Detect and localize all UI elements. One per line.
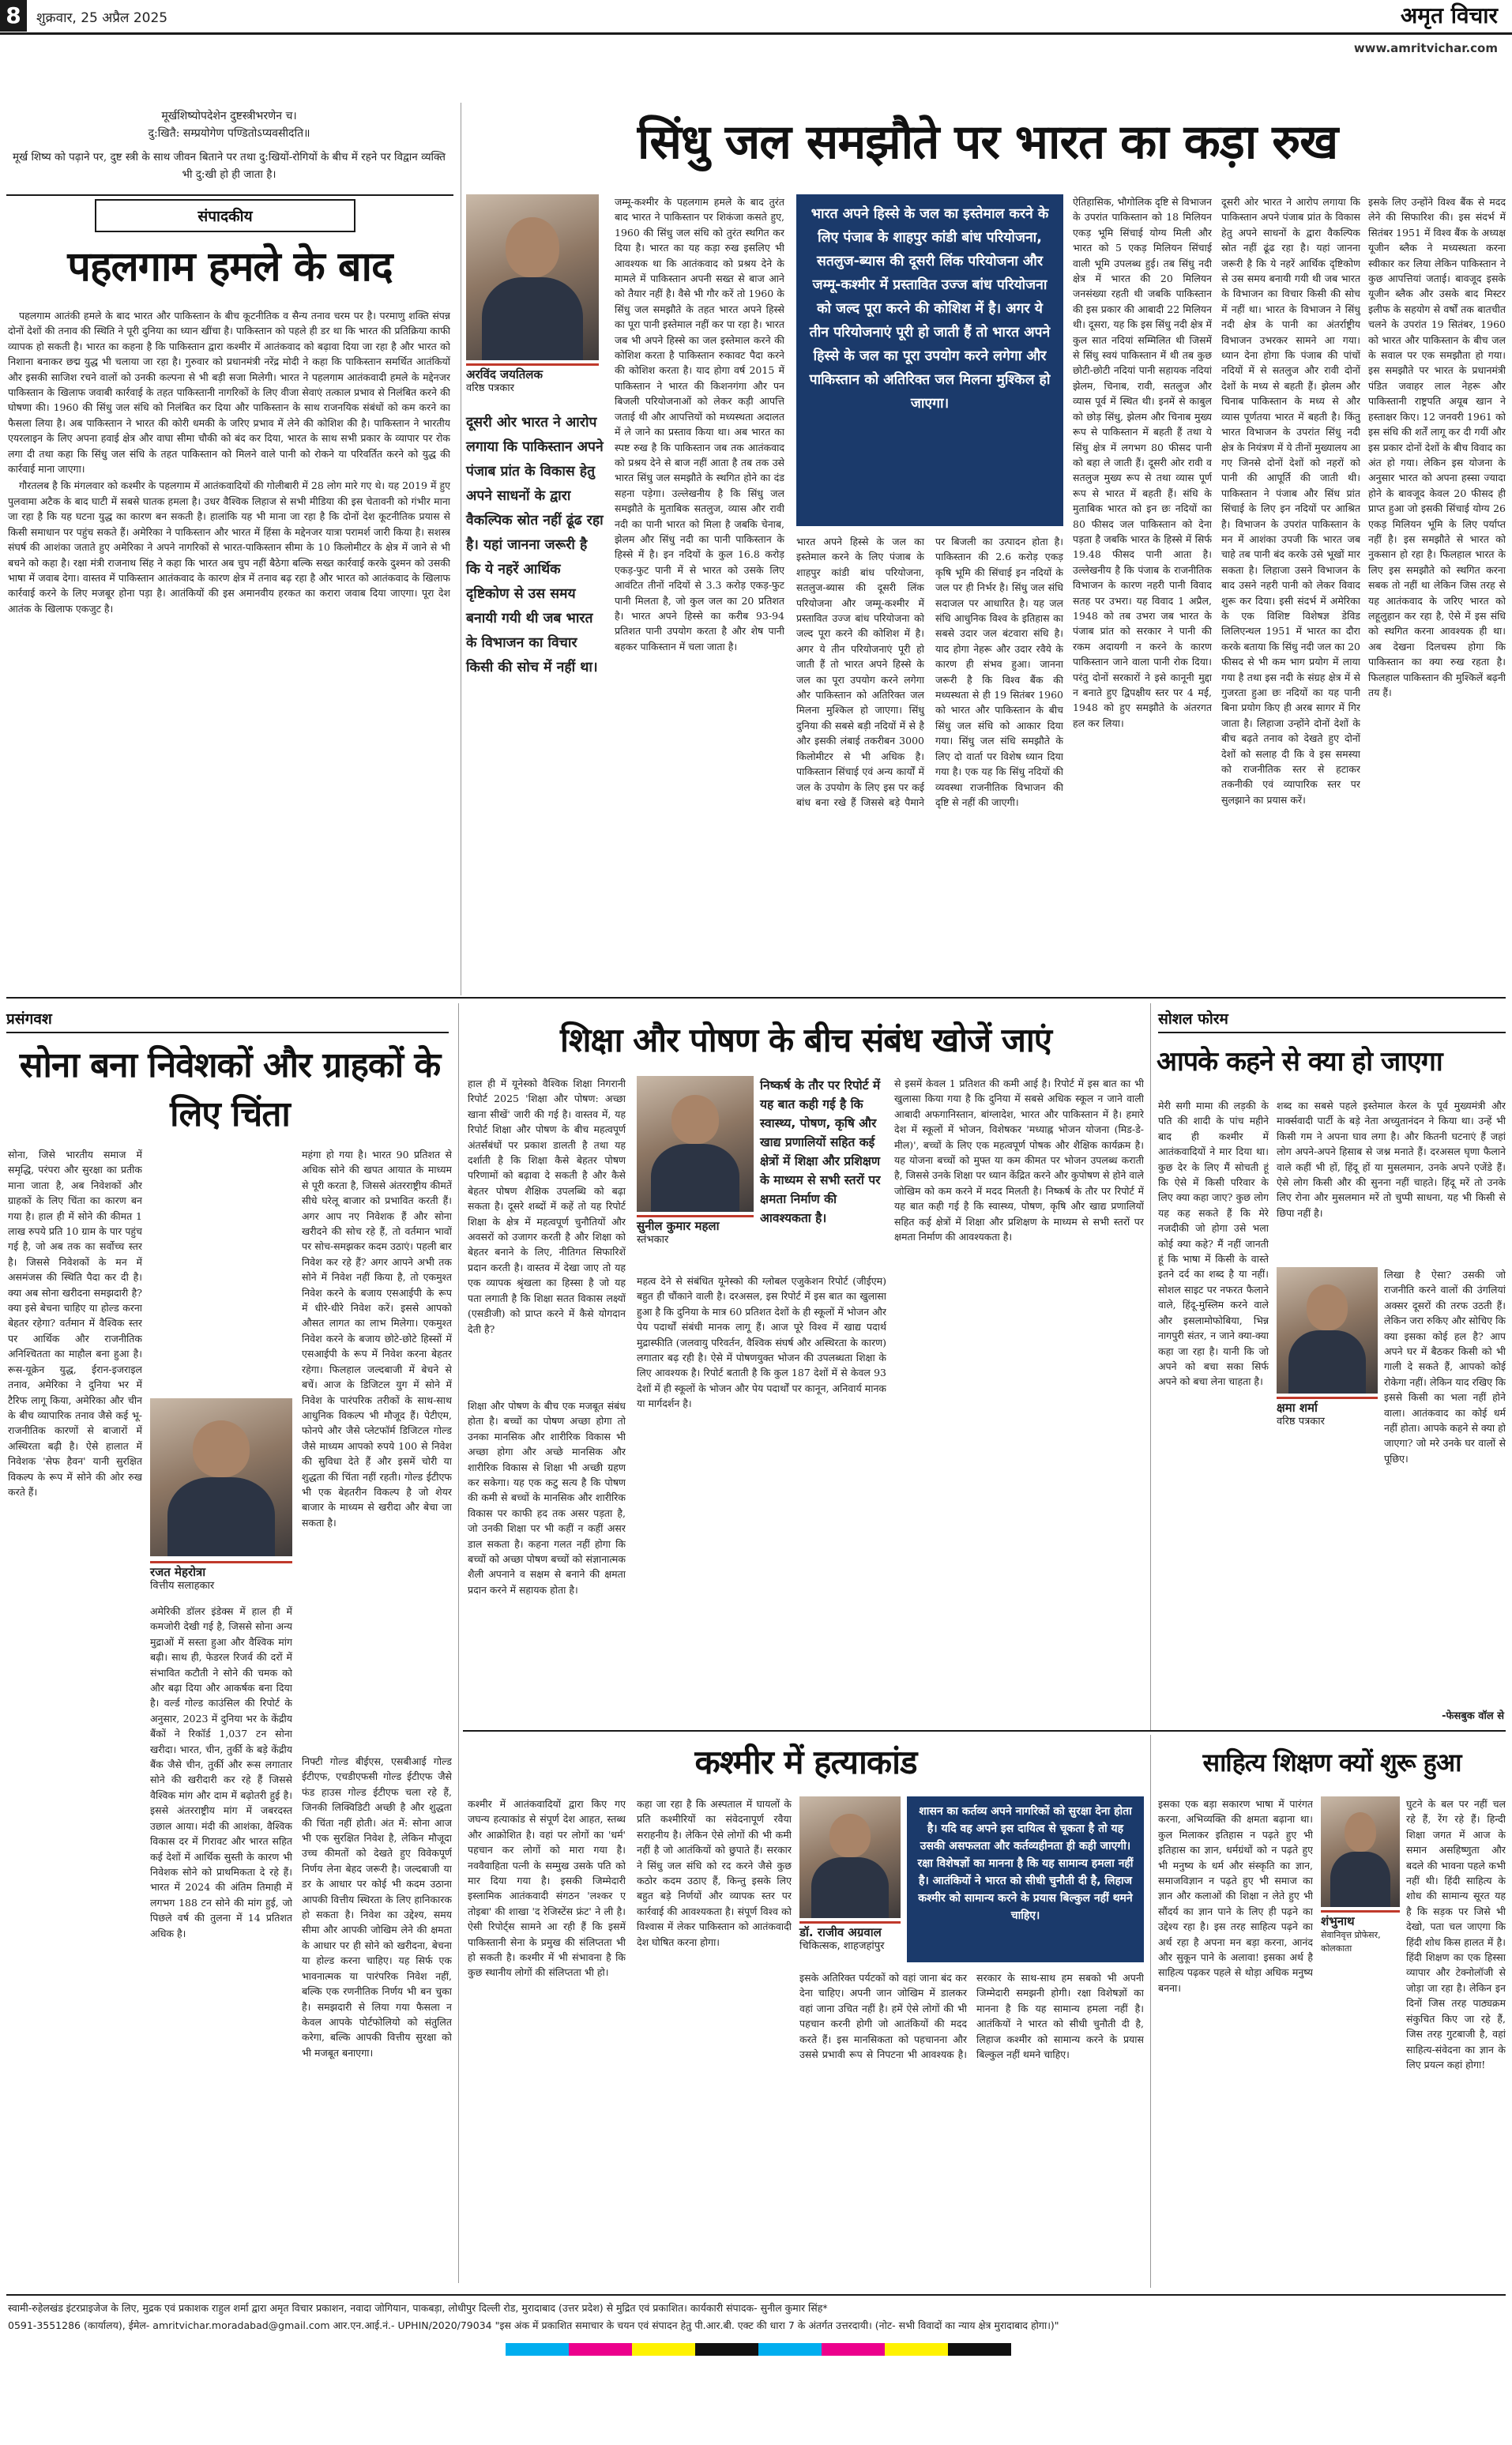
author-title: वरिष्ठ पत्रकार xyxy=(1277,1416,1325,1428)
lead-column-3: ऐतिहासिक, भौगोलिक दृष्टि से विभाजन के उपरांत पाकिस्तान को 18 मिलियन एकड़ भूमि सिंचाई योग्य मिली और भारत को 5 एकड़ मिलियन सिंचाई वाली भूमि उपलब्ध हुई। तब सिंधु नदी क्षेत्र में भारत की 20 मिलियन जनसंख्या रहती थी जबकि पाकिस्तान की इस प्रकार की आबादी 22 मिलियन थी। दूसरा, यह कि इस सिंधु नदी क्षेत्र में कुल सात नदियां सम्मिलित थी जिसमें से सिंधु स्वयं पाकिस्तान में थी तब कुछ छोटी-छोटी नदियां पानी सहायक नदियां झेलम, चिनाब, रावी, सतलुज और व्यास पूर्व में स्थित थी। इनमें से काबुल को छोड़ सिंधु, झेलम और चिनाब मुख्य रूप से पाकिस्तान में बहती हैं तथा ये सिंधु क्षेत्र में लगभग 80 फीसद पानी को बहा ले जाती हैं। दूसरी ओर रावी व सतलुज मुख्य रूप से तथा व्यास पूर्ण रूप से भारत में बहती हैं। संधि के मुताबिक भारत को इन छः नदियों का 80 फीसद जल पाकिस्तान को देना पड़ता है जबकि भारत के हिस्से में सिर्फ 19.48 फीसद पानी आता है। उल्लेखनीय है कि पंजाब के राजनीतिक विभाजन के कारण नहरी पानी विवाद सतह पर उभरा। यह विवाद 1 अप्रैल, 1948 को तब उभरा जब भारत के पंजाब प्रांत को सरकार ने पानी की रकम अदायगी न करने के कारण पाकिस्तान जाने वाला पानी रोक दिया। परंतु दोनों सरकारों ने इसे कानूनी मुद्दा न बनाते हुए द्विपक्षीय स्तर पर 4 मई, 1948 को हुए समझौते के अंतरगत हल कर लिया। xyxy=(1073,196,1212,729)
education-column-4: से इसमें केवल 1 प्रतिशत की कमी आई है। रिपोर्ट में इस बात का भी खुलासा किया गया है कि दुनिया में सबसे अधिक स्कूल न जाने वाली आबादी अफगानिस्तान, बांग्लादेश, भारत और पाकिस्तान में है। हमारे देश में स्कूलों में भोजन, विशेषकर 'मध्याह्न भोजन योजना (मिड-डे-मील)', बच्चों के लिए एक महत्वपूर्ण पोषक और शैक्षिक कार्यक्रम है। यह योजना बच्चों को मुफ्त या कम कीमत पर भोजन उपलब्ध कराती है, जिससे उनके शिक्षा पर ध्यान केंद्रित करने और कुपोषण से होने वाले जोखिम को कम करने में मदद मिलती है। निष्कर्ष के तौर पर रिपोर्ट में यह बात कही गई है कि स्वास्थ्य, पोषण, कृषि और खाद्य प्रणालियों सहित कई क्षेत्रों में शिक्षा और प्रशिक्षण के माध्यम से सभी स्तरों पर क्षमता निर्माण की आवश्यकता है। xyxy=(894,1078,1144,1243)
author-name: सुनील कुमार महला xyxy=(637,1219,720,1233)
footer-contact: 0591-3551286 (कार्यालय), ईमेल- amritvichar.moradabad@gmail.com आर.एन.आई.नं.- UPHIN/2020/79034 "इस अंक में प्रकाशित समाचार के चयन एवं संपादन हेतु पी.आर.बी. एक्ट की धारा 7 के अंतर्गत उत्तरदायी। (नोट- सभी विवादों का न्याय क्षेत्र मुरादाबाद होगा।)" xyxy=(8,2319,1059,2331)
author-title: वित्तीय सलाहकार xyxy=(150,1580,215,1592)
social-headline: आपके कहने से क्या हो जाएगा xyxy=(1157,1046,1442,1078)
editorial-paragraph: पहलगाम आतंकी हमले के बाद भारत और पाकिस्तान के बीच कूटनीतिक व सैन्य तनाव चरम पर है। परमाणु शक्ति संपन्न दोनों देशों की तनाव की स्थिति ने पूरी दुनिया का ध्यान खींचा है। पाकिस्तान को पहले ही डर था कि भारत की प्रतिक्रिया काफी व्यापक हो सकती है। भारत का कहना है कि पाकिस्तान द्वारा कश्मीर में आतंकवाद को बढ़ावा दिया जा रहा है और भारत को निशाना बनाकर छद्म युद्ध भी चलाया जा रहा है। गुरुवार को प्रधानमंत्री नरेंद्र मोदी ने कहा कि पाकिस्तान समर्थित आतंकियों और इसकी साजिश रचने वालों को उनकी कल्पना से भी बड़ी सजा मिलेगी। भारत ने पहलगाम आतंकवादी हमले के मद्देनजर पाकिस्तान के खिलाफ जवाबी कार्रवाई के तहत पाकिस्तानी नागरिकों के लिए वीजा सेवाएं तत्काल प्रभाव से निलंबित करने की घोषणा की। 1960 की सिंधु जल संधि को निलंबित कर दिया और पाकिस्तान के साथ राजनयिक संबंधों को कम करने का फैसला लिया है। अब पाकिस्तान ने भारत की कोरी धमकी के जरिए प्रभाव में लेने की कोशिश की है। पाकिस्तान ने भारतीय एयरलाइन के लिए अपना हवाई क्षेत्र और वाघा सीमा चौकी को बंद कर दिया, भारत के साथ सभी प्रकार के व्यापार पर रोक लगा दी तथा कहा कि सिंधु जल संधि के तहत पाकिस्तान को मिलने वाले पानी को रोकने या परिवर्तित करने को युद्ध की कार्रवाई माना जाएगा। xyxy=(8,310,450,476)
literature-column-2: घुटने के बल पर नहीं चल रहे हैं, रेंग रहे हैं। हिन्दी शिक्षा जगत में आज के समान असहिष्णुता और बदले की भावना पहले कभी नहीं थी। हिंदी साहित्य के शोध की सामान्य सूरत यह है कि सड़क पर जिसे भी देखो, पता चल जाएगा कि हिंदी शोध किस हालत में है। हिंदी शिक्षण का एक हिस्सा व्यापार और टेक्नोलॉजी से जोड़ा जा रहा है। लेकिन इन दिनों जिस तरह पाठ्यक्रम संकुचित किए जा रहे हैं, जिस तरह गुटबाजी है, वहां साहित्य-संवेदना का ज्ञान के लिए प्रयत्न कहां होगा! xyxy=(1406,1798,1506,2071)
author-photo xyxy=(150,1398,292,1556)
author-photo xyxy=(1277,1267,1378,1394)
issue-date: शुक्रवार, 25 अप्रैल 2025 xyxy=(36,10,168,26)
lead-headline: सिंधु जल समझौते पर भारत का कड़ा रुख xyxy=(637,115,1338,170)
lead-column-5: इसके लिए उन्होंने विश्व बैंक से मदद लेने की सिफारिश की। इस संदर्भ में सितंबर 1951 में विश्व बैंक के अध्यक्ष यूजीन ब्लैक ने मध्यस्थता करना स्वीकार कर लिया लेकिन पाकिस्तान ने कुछ आपत्तियां जताई। बावजूद इसके यूजीन ब्लैक और उसके बाद मिस्टर इलीफ के सहयोग से वर्षों तक बातचीत चलने के उपरांत 19 सितंबर, 1960 को भारत और पाकिस्तान के बीच जल के सवाल पर एक समझौता हो गया। इस समझौते पर भारत के प्रधानमंत्री पंडित जवाहर लाल नेहरू और पाकिस्तानी राष्ट्रपति अयूब खान ने हस्ताक्षर किए। 12 जनवरी 1961 को इस संधि की शर्तें लागू कर दी गयीं और इस प्रकार दोनों देशों के बीच विवाद का अंत हो गया। लेकिन इस योजना के अनुसार भारत को अपना हस्सा ज्यादा होने के बावजूद केवल 20 फीसद ही प्राप्त हुआ जो इसकी सिंचाई योग्य 26 एकड़ मिलियन भूमि के लिए पर्याप्त नहीं है। इस समझौते से भारत को नुकसान हो रहा है। फिलहाल भारत के लिए इस समझौते को स्थगित करना सबक तो नहीं था लेकिन जिस तरह से यह आतंकवाद के जरिए भारत को लहूलुहान कर रहा है, ऐसे में इस संधि को स्थगित करना आवश्यक ही था। अब देखना दिलचस्प होगा कि पाकिस्तान का क्या रुख रहता है। फिलहाल पाकिस्तान की मुश्किलें बढ़नी तय हैं। xyxy=(1368,196,1506,698)
section-label-editorial: संपादकीय xyxy=(95,199,355,232)
editorial-headline: पहलगाम हमले के बाद xyxy=(67,243,393,291)
author-photo xyxy=(1321,1796,1400,1907)
author-name: रजत मेहरोत्रा xyxy=(150,1565,206,1579)
author-byline xyxy=(1321,1910,1400,1955)
education-column-1: हाल ही में यूनेस्को वैश्विक शिक्षा निगरानी रिपोर्ट 2025 'शिक्षा और पोषण: अच्छा खाना सीखें' जारी की गई है। वास्तव में, यह रिपोर्ट शिक्षा और पोषण के बीच महत्वपूर्ण अंतर्संबंधों पर प्रकाश डालती है तथा यह दर्शाती है कि शिक्षा कैसे बेहतर पोषण परिणामों को बढ़ावा दे सकती है और कैसे बेहतर पोषण शैक्षिक उपलब्धि को बढ़ा सकता है। दूसरे शब्दों में कहें तो यह रिपोर्ट शिक्षा के क्षेत्र में महत्वपूर्ण चुनौतियों और अवसरों को उजागर करती है और शिक्षा को बेहतर बनाने के लिए, नीतिगत सिफारिशें प्रदान करती है। वास्तव में देखा जाए तो यह एक व्यापक श्रृंखला का हिस्सा है जो यह पता लगाती है कि शिक्षा सतत विकास लक्ष्यों (एसडीजी) को प्राप्त करने में कैसे योगदान देती है? xyxy=(468,1078,626,1335)
education-headline: शिक्षा और पोषण के बीच संबंध खोजें जाएं xyxy=(560,1021,1051,1059)
gold-column-2: अमेरिकी डॉलर इंडेक्स में हाल ही में कमजोरी देखी गई है, जिससे सोना अन्य मुद्राओं में सस्ता हुआ और वैश्विक मांग बढ़ी। साथ ही, फेडरल रिजर्व की दरों में संभावित कटौती ने सोने की चमक को और बढ़ा दिया और आकर्षक बना दिया है। वर्ल्ड गोल्ड काउंसिल की रिपोर्ट के अनुसार, 2023 में दुनिया भर के केंद्रीय बैंकों ने रिकॉर्ड 1,037 टन सोना खरीदा। भारत, चीन, तुर्की के बड़े केंद्रीय बैंक जैसे चीन, तुर्की और रूस लगातार सोने की खरीदारी कर रहे हैं जिससे वैश्विक मांग और दाम में बढ़ोतरी हुई है। इससे अंतरराष्ट्रीय मांग में जबरदस्त उछाल आया। मंदी की आशंका, वैश्विक विकास दर में गिरावट और भारत सहित कई देशों में आर्थिक सुस्ती के कारण भी निवेशक सोने को प्राथमिकता दे रहे हैं। भारत में 2024 की अंतिम तिमाही में लगभग 188 टन सोने की मांग हुई, जो पिछले वर्ष की तुलना में 14 प्रतिशत अधिक है। xyxy=(150,1605,292,1939)
page-number: 8 xyxy=(0,0,27,32)
column-divider xyxy=(1150,1003,1151,1730)
social-column-1: मेरी सगी मामा की लड़की के पति की शादी के पांच महीने बाद ही कश्मीर में आतंकवादियों ने मार दिया था। कुछ देर के लिए मैं सोचती हूं कि ऐसे में किसी परिवार के लिए क्या कहा जाए? कुछ लोग यह कह सकते हैं कि मेरे नजदीकी जो होगा उसे भला कोई क्या कहे? मैं नहीं जानती हूं कि भाषा में किसी के वास्ते इतने दर्द का शब्द है या नहीं। सोशल साइट पर नफरत फैलाने वाले, हिंदू-मुस्लिम करने वाले और इसलामोफोबिया, भिन्न नागपुरी संतर, न जाने क्या-क्या कहा जा रहा है। यानी कि जो अपने को बचा सका सिर्फ अपने को बचा लेना चाहता है। xyxy=(1158,1100,1269,1388)
author-byline xyxy=(150,1561,292,1593)
lead-column-2: भारत अपने हिस्से के जल का इस्तेमाल करने के लिए पंजाब के शाहपुर कांडी बांध परियोजना, सतलुज-ब्यास की दूसरी लिंक परियोजना और जम्मू-कश्मीर में प्रस्तावित उज्ज बांध परियोजना को जल्द पूरा करने की कोशिश में है। अगर ये तीन परियोजनाएं पूरी हो जाती हैं तो भारत अपने हिस्से के जल का पूरा उपयोग करने लगेगा और पाकिस्तान को अतिरिक्त जल मिलना मुश्किल हो जाएगा। सिंधु दुनिया की सबसे बड़ी नदियों में से है और इसकी लंबाई तकरीबन 3000 किलोमीटर से भी अधिक है। पाकिस्तान सिंचाई एवं अन्य कार्यों में जल के उपयोग के लिए इस पर कई बांध बना रखे हैं जिससे बड़े पैमाने पर बिजली का उत्पादन होता है। पाकिस्तान की 2.6 करोड़ एकड़ कृषि भूमि की सिंचाई इन नदियों के जल पर ही निर्भर है। सिंधु जल संधि सदाजल पर आधारित है। यह जल संधि आधुनिक विश्व के इतिहास का सबसे उदार जल बंटवारा संधि है। याद होगा नेहरू और उदार रवैये के कारण ही संभव हुआ। जानना जरूरी है कि विश्व बैंक की मध्यस्थता से ही 19 सितंबर 1960 को भारत और पाकिस्तान के बीच सिंधु जल संधि को आकार दिया गया। सिंधु जल संधि समझौते के लिए दो वार्ता पर विशेष ध्यान दिया गया है। एक यह कि सिंधु नदियों की व्यवस्था राजनीतिक विभाजन की दृष्टि से नहीं की जाएगी। xyxy=(796,536,1063,808)
editorial-paragraph: गौरतलब है कि मंगलवार को कश्मीर के पहलगाम में आतंकवादियों की गोलीबारी में 28 लोग मारे गए थे। यह 2019 में हुए पुलवामा अटैक के बाद घाटी में सबसे घातक हमला है। उधर वैश्विक लिहाज से सभी मीडिया की इस चेतावनी को गंभीर माना जा रहा है कि यह घटना युद्ध का कारण बन सकती है। हालांकि यह भी माना जा रहा है कि दोनों देश कूटनीतिक प्रयास से किसी समाधान पर पहुंच सकते हैं। अमेरिका ने पाकिस्तान और भारत में हिंसा के मद्देनजर यात्रा परामर्श जारी किया है। सशस्त्र संघर्ष की आशंका जताते हुए अमेरिका ने अपने नागरिकों से भारत-पाकिस्तान सीमा के 10 किलोमीटर के क्षेत्र में जाने से भी बचने को कहा है। रक्षा मंत्री राजनाथ सिंह ने कहा कि भारत अब चुप नहीं बैठेगा बल्कि सख्त कार्रवाई करके दुश्मन को उसकी भाषा में जवाब देगा। वास्तव में पाकिस्तान आतंकवाद के कारण क्षेत्र में तनाव बढ़ रहा है और भारत को आतंकवाद के खिलाफ कार्रवाई करने के लिए मजबूर होना पड़ा है। आतंकियों की इस अमानवीय हरकत का करारा जवाब दिया जाएगा। पूरा देश आतंक के खिलाफ एकजुट है। xyxy=(8,480,450,615)
kashmir-headline: कश्मीर में हत्याकांड xyxy=(694,1743,917,1781)
column-divider xyxy=(1150,1735,1151,2288)
kashmir-column-1: कश्मीर में आतंकवादियों द्वारा किए गए जघन्य हत्याकांड से संपूर्ण देश आहत, स्तब्ध और आक्रोशित है। वहां पर लोगों का 'धर्म' पहचान कर लोगों को मारा गया है। नववैवाहिता पत्नी के सम्मुख उसके पति को मार दिया गया है। इसकी जिम्मेदारी इस्लामिक आतंकवादी संगठन 'लश्कर ए तोइबा' की शाखा 'द रेजिस्टेंस फ्रंट' ने ली है। ऐसी रिपोर्ट्स सामने आ रही हैं कि इसमें पाकिस्तानी सेना के प्रमुख की संलिप्तता भी हो सकती है। कश्मीर में भी संभावना है कि कुछ स्थानीय लोगों की संलिप्तता भी हो। xyxy=(468,1798,626,1979)
author-photo xyxy=(466,194,599,360)
social-column-3: लिखा है ऐसा? उसकी जो राजनीति करने वालों की उंगलियां अक्सर दूसरों की तरफ उठती हैं। लेकिन जरा रुकिए और सोचिए कि क्या इसका कोई हल है? आप अपने घर में बैठकर किसी को भी गाली दे सकते हैं, आपको कोई रोकेगा नहीं। लेकिन याद रखिए कि इससे किसी का भला नहीं होने वाला। आतंकवाद का कोई धर्म नहीं होता। आपके कहने से क्या हो जाएगा? जो मरे उनके घर वालों से पूछिए। xyxy=(1384,1269,1506,1465)
literature-column-1: इसका एक बड़ा सकारण भाषा में पारंगत करना, अभिव्यक्ति की क्षमता बढ़ाना था। कुल मिलाकर इतिहास न पढ़ते हुए भी इतिहास का ज्ञान, धर्मग्रंथों को न पढ़ते हुए भी मनुष्य के धर्म और संस्कृति का ज्ञान, समाजविज्ञान न पढ़ते हुए भी समाज का ज्ञान और कलाओं की शिक्षा न लेते हुए भी सौंदर्य का ज्ञान पाने के लिए ही पढ़ने का उद्देश्य रहा है। इस तरह साहित्य पढ़ने का अर्थ रहा है अपना मन बड़ा करना, आनंद और सुकून पाने के अलावा! इसका अर्थ है साहित्य पढ़कर पहले से थोड़ा अधिक मनुष्य बनना। xyxy=(1158,1798,1313,1994)
gold-column-4: निफ्टी गोल्ड बीईएस, एसबीआई गोल्ड ईटीएफ, एचडीएफसी गोल्ड ईटीएफ जैसे फंड हाउस गोल्ड ईटीएफ चला रहे हैं, जिनकी लिक्विडिटी अच्छी है और शुद्धता की चिंता नहीं होती। अंत में: सोना आज भी एक सुरक्षित निवेश है, लेकिन मौजूदा उच्च कीमतों को देखते हुए विवेकपूर्ण निर्णय लेना बेहद जरूरी है। जल्दबाजी या डर के आधार पर कोई भी कदम उठाना आपकी वित्तीय स्थिरता के लिए हानिकारक हो सकता है। निवेश का उद्देश्य, समय सीमा और आपकी जोखिम लेने की क्षमता के आधार पर ही सोने को खरीदना, बेचना या होल्ड करना चाहिए। यह सिर्फ एक भावनात्मक या पारंपरिक निवेश नहीं, बल्कि एक रणनीतिक निर्णय भी बन चुका है। समझदारी से लिया गया फैसला न केवल आपके पोर्टफोलियो को संतुलित करेगा, बल्कि आपकी वित्तीय सुरक्षा को भी मजबूत बनाएगा। xyxy=(302,1755,452,2059)
author-title: स्तंभकार xyxy=(637,1234,669,1246)
divider xyxy=(6,2294,1506,2296)
author-name: डॉ. राजीव अग्रवाल xyxy=(799,1925,882,1939)
highlight-box: शासन का कर्तव्य अपने नागरिकों को सुरक्षा देना होता है। यदि वह अपने इस दायित्व से चूकता है तो यह उसकी असफलता और कर्तव्यहीनता ही कही जाएगी। रक्षा विशेषज्ञों का मानना है कि यह सामान्य हमला नहीं है। आतंकियों ने भारत को सीधी चुनौती दी है, लिहाज कश्मीर को सामान्य करने के प्रयास बिल्कुल नहीं थमने चाहिए। xyxy=(907,1796,1144,1962)
section-label-prasangvash: प्रसंगवश xyxy=(6,1008,449,1033)
verse-meaning: मूर्ख शिष्य को पढ़ाने पर, दुष्ट स्त्री के साथ जीवन बिताने पर तथा दु:खियों-रोगियों के बीच में रहने पर विद्वान व्यक्ति भी दु:खी हो ही जाता है। xyxy=(13,151,446,181)
social-column-2: शब्द का सबसे पहले इस्तेमाल केरल के पूर्व मुख्यमंत्री और मार्क्सवादी पार्टी के बड़े नेता अच्युतानंदन ने किया था। उन्हें भी किसी गम ने अपना घाव लगा है। और कितनी घटनाएं हैं जहां लोग अपने-अपने हिसाब से जश्न मनाते हैं। दरअसल घृणा फैलाने वाले कहीं भी हों, हिंदू हों या मुसलमान, उनके अपने एजेंडे हैं। ऐसे लोग किसी और की सुनना नहीं चाहते। हिंदू मरें तो उनके लिए रोना और मुसलमान मरें तो चुप्पी साधना, यह भी किसी से छिपा नहीं है। xyxy=(1277,1100,1506,1219)
color-registration-bar xyxy=(506,2343,1011,2356)
author-name: शंभुनाथ xyxy=(1321,1914,1355,1928)
lead-column-1: जम्मू-कश्मीर के पहलगाम हमले के बाद तुरंत बाद भारत ने पाकिस्तान पर शिकंजा कसते हुए, 1960 की सिंधु जल संधि को तुरंत स्थगित कर दिया है। भारत का यह कड़ा रुख इसलिए भी आवश्यक था कि आतंकवाद को प्रश्रय देने के मामले में पाकिस्तान अपनी सख्त से बाज आने को तैयार नहीं है। वैसे भी गौर करें तो 1960 के सिंधु जल समझौते के तहत भारत अपने हिस्से का पूरा पानी इस्तेमाल नहीं कर पा रहा है। भारत जब भी अपने हिस्से का जल इस्तेमाल करने की कोशिश करता है पाकिस्तान रुकावट पैदा करने की कोशिश करता है। याद होगा वर्ष 2015 में पाकिस्तान ने भारत की किशनगंगा और पन बिजली परियोजनाओं को लेकर कड़ी आपत्ति जताई थी और आपत्तियों को मध्यस्थता अदालत में ले जाने का प्रस्ताव किया था। अब भारत का स्पष्ट रुख है कि पाकिस्तान जब तक आतंकवाद को प्रश्रय देने से बाज नहीं आता है तब तक उसे भारत सिंधु जल समझौते के स्थगित होने का दंड सहना पड़ेगा। उल्लेखनीय है कि सिंधु जल समझौते के मुताबिक सतलुज, व्यास और रावी नदी का पानी भारत को मिला है जबकि चेनाब, झेलम और सिंधु नदी का पानी पाकिस्तान के हिस्से में है। इन नदियों के कुल 16.8 करोड़ एकड़-फुट पानी में से भारत को उसके लिए आवंटित तीनों नदियों से 3.3 करोड़ एकड़-फुट पानी मिलता है, जो कुल जल का 20 प्रतिशत है। भारत अपने हिस्से का करीब 93-94 प्रतिशत पानी उपयोग करता है और शेष पानी बहकर पाकिस्तान में चला जाता है। xyxy=(615,196,784,653)
masthead xyxy=(0,0,1512,35)
gold-column-3: महंगा हो गया है। भारत 90 प्रतिशत से अधिक सोने की खपत आयात के माध्यम से पूरी करता है, जिससे अंतरराष्ट्रीय कीमतें सीधे घरेलू बाजार को प्रभावित करती हैं। अगर आप नए निवेशक हैं और सोना खरीदने की सोच रहे हैं, तो वर्तमान भावों पर सोच-समझकर कदम उठाएं। पहली बार निवेश कर रहे हैं? अगर आपने अभी तक सोने में निवेश नहीं किया है, तो एकमुश्त निवेश करने के बजाय एसआईपी के रूप में धीरे-धीरे निवेश करें। इससे आपको औसत लागत का लाभ मिलेगा। एकमुश्त निवेश करने के बजाय छोटे-छोटे हिस्सों में एसआईपी के रूप में निवेश करना बेहतर रहेगा। फिलहाल जल्दबाजी में बेचने से बचें। आज के डिजिटल युग में सोने में निवेश के पारंपरिक तरीकों के साथ-साथ आधुनिक विकल्प भी मौजूद हैं। पेटीएम, फोनपे और जैसे प्लेटफॉर्म डिजिटल गोल्ड जैसे माध्यम आपको रुपये 100 से निवेश की सुविधा देते हैं और इसमें चोरी या शुद्धता की चिंता नहीं रहती। गोल्ड ईटीएफ भी एक बेहतरीन विकल्प है जो शेयर बाजार के माध्यम से खरीदा और बेचा जा सकता है। xyxy=(302,1149,452,1529)
pull-quote: निष्कर्ष के तौर पर रिपोर्ट में यह बात कही गई है कि स्वास्थ्य, पोषण, कृषि और खाद्य प्रणालियों सहित कई क्षेत्रों में शिक्षा और प्रशिक्षण के माध्यम से सभी स्तरों पर क्षमता निर्माण की आवश्यकता है। xyxy=(760,1078,881,1225)
footer-imprint: स्वामी-रुहेलखंड इंटरप्राइजेज के लिए, मुद्रक एवं प्रकाशक राहुल शर्मा द्वारा अमृत विचार प्रकाशन, नवादा जोगियान, पाकबड़ा, लोधीपुर दिल्ली रोड, मुरादाबाद (उत्तर प्रदेश) से मुद्रित एवं प्रकाशित। कार्यकारी संपादक- सुनील कुमार सिंह* xyxy=(8,2302,828,2314)
author-photo xyxy=(799,1796,901,1918)
divider xyxy=(6,194,453,196)
sanskrit-verse: मूर्खशिष्योपदेशेन दुष्टस्त्रीभरणेन च। दु:खितै: सम्प्रयोगेण पण्डितोऽप्यवसीदति॥ xyxy=(148,110,310,140)
column-divider xyxy=(458,1003,459,2283)
author-title: वरिष्ठ पत्रकार xyxy=(466,382,514,394)
author-title: चिकित्सक, शाहजहांपुर xyxy=(799,1940,885,1952)
social-source: -फेसबुक वॉल से xyxy=(1442,1710,1504,1722)
section-label-social-forum: सोशल फोरम xyxy=(1158,1008,1506,1033)
gold-column-1: सोना, जिसे भारतीय समाज में समृद्धि, परंपरा और सुरक्षा का प्रतीक माना जाता है, अब निवेशकों और ग्राहकों के लिए चिंता का कारण बन गया है। हाल ही में सोने की कीमत 1 लाख रुपये प्रति 10 ग्राम के पार पहुंच गई है, जो अब तक का सर्वोच्च स्तर है। जिससे निवेशकों के मन में असमंजस की स्थिति पैदा कर दी है। क्या अब सोना खरीदना समझदारी है? क्या इसे बेचना चाहिए या होल्ड करना बेहतर रहेगा? वर्तमान में वैश्विक स्तर पर आर्थिक और राजनीतिक अनिश्चितता का माहौल बना हुआ है। रूस-यूक्रेन युद्ध, ईरान-इजराइल तनाव, अमेरिका ने दुनिया भर में टैरिफ लागू किया, अमेरिका और चीन के बीच व्यापारिक तनाव जैसे कई भू-राजनीतिक कारणों से बाजारों में अस्थिरता बढ़ी है। ऐसे हालात में निवेशक 'सेफ हैवन' यानी सुरक्षित विकल्प के रूप में सोने की ओर रुख करते हैं। xyxy=(8,1149,142,1498)
author-name: क्षमा शर्मा xyxy=(1277,1401,1318,1415)
author-photo xyxy=(637,1076,754,1212)
editorial-body xyxy=(8,308,450,991)
pull-quote: दूसरी ओर भारत ने आरोप लगाया कि पाकिस्तान अपने पंजाब प्रांत के विकास हेतु अपने साधनों के द्वारा वैकल्पिक स्रोत नहीं ढूंढ रहा है। यहां जानना जरूरी है कि ये नहरें आर्थिक दृष्टिकोण से उस समय बनायी गयी थी जब भारत के विभाजन का विचार किसी की सोच में नहीं था। xyxy=(466,415,604,675)
website-url[interactable]: www.amritvichar.com xyxy=(1353,41,1498,55)
kashmir-column-3: इसके अतिरिक्त पर्यटकों को वहां जाना बंद कर देना चाहिए। अपनी जान जोखिम में डालकर वहां जाना उचित नहीं है। हमें ऐसे लोगों की भी पहचान करनी होगी जो आतंकियों की मदद करते हैं। इस मानसिकता को पहचानना और उससे प्रभावी रूप से निपटना भी आवश्यक है। सरकार के साथ-साथ हम सबको भी अपनी जिम्मेदारी समझनी होगी। रक्षा विशेषज्ञों का मानना है कि यह सामान्य हमला नहीं है। आतंकियों ने भारत को सीधी चुनौती दी है, लिहाज कश्मीर को सामान्य करने के प्रयास बिल्कुल नहीं थमने चाहिए। xyxy=(799,1972,1144,2061)
author-name: अरविंद जयतिलक xyxy=(466,367,543,382)
author-byline xyxy=(637,1215,754,1247)
paper-name: अमृत विचार xyxy=(1400,2,1498,28)
author-byline xyxy=(466,363,599,395)
divider xyxy=(463,1730,1506,1732)
author-byline xyxy=(1277,1397,1378,1428)
lead-column-4: दूसरी ओर भारत ने आरोप लगाया कि पाकिस्तान अपने पंजाब प्रांत के विकास हेतु अपने साधनों के द्वारा वैकल्पिक स्रोत नहीं ढूंढ रहा है। यहां जानना जरूरी है कि ये नहरें आर्थिक दृष्टिकोण से उस समय बनायी गयी थी जब भारत के विभाजन का विचार किसी की सोच में नहीं था। भारत के विभाजन ने सिंधु नदी क्षेत्र के पानी का अंतर्राष्ट्रीय विभाजन उभरकर सामने आ गया। ध्यान देना होगा कि पंजाब की पांचों नदियों में से सतलुज और रावी दोनों देशों के मध्य से बहती हैं। झेलम और चिनाब पाकिस्तान के मध्य से और व्यास पूर्णतया भारत में बहती है। किंतु भारत विभाजन के उपरांत सिंधु नदी क्षेत्र के नियंत्रण में ये तीनों मुख्यालय आ गए जिनसे दोनों देशों को नहरों को पानी की आपूर्ति की जाती थी। पाकिस्तान ने पंजाब और सिंध प्रांत सिंचाई के लिए इन नदियों पर आश्रित है। विभाजन के उपरांत पाकिस्तान के मन में आशंका उपजी कि भारत जब चाहे तब पानी बंद करके उसे भूखों मार सकता है। लिहाजा उसने विभाजन के बाद उसने नहरी पानी को लेकर विवाद शुरू कर दिया। इसी संदर्भ में अमेरिका के एक विशिष्ट विशेषज्ञ डेविड लिलिएन्थल 1951 में भारत का दौरा करके बताया कि सिंधु नदी जल का 20 फीसद से भी कम भाग प्रयोग में लाया गया है तथा इस नदी के संग्रह क्षेत्र में से गुजरता हुआ छः नदियों का यह पानी बिना प्रयोग किए ही अरब सागर में गिर जाता है। लिहाजा उन्होंने दोनों देशों के बीच बढ़ते तनाव को देखते हुए दोनों देशों को सलाह दी कि वे इस समस्या को राजनीतिक स्तर से हटाकर तकनीकी एवं व्यापारिक स्तर पर सुलझाने का प्रयास करें। xyxy=(1221,196,1360,806)
education-column-2: शिक्षा और पोषण के बीच एक मजबूत संबंध होता है। बच्चों का पोषण अच्छा होगा तो उनका मानसिक और शारीरिक विकास भी अच्छा होगा और अच्छे मानसिक और शारीरिक विकास से शिक्षा भी अच्छी ग्रहण कर सकेगा। यह एक कटु सत्य है कि पोषण की कमी से बच्चों के मानसिक और शारीरिक विकास पर काफी हद तक असर पड़ता है, जो उनकी शिक्षा पर भी कहीं न कहीं असर डाल सकता है। कहना गलत नहीं होगा कि बच्चों को अच्छा पोषण बच्चों को संज्ञानात्मक शैली अपनाने व सक्षम से बनाने की क्षमता प्रदान करने में सहायक होता है। xyxy=(468,1400,626,1596)
author-title: सेवानिवृत्त प्रोफेसर, कोलकाता xyxy=(1321,1930,1381,1954)
highlight-box: भारत अपने हिस्से के जल का इस्तेमाल करने के लिए पंजाब के शाहपुर कांडी बांध परियोजना, सतलुज-ब्यास की दूसरी लिंक परियोजना और जम्मू-कश्मीर में प्रस्तावित उज्ज बांध परियोजना को जल्द पूरा करने की कोशिश में है। अगर ये तीन परियोजनाएं पूरी हो जाती हैं तो भारत अपने हिस्से के जल का पूरा उपयोग करने लगेगा और पाकिस्तान को अतिरिक्त जल मिलना मुश्किल हो जाएगा। xyxy=(796,194,1063,526)
divider xyxy=(6,997,1506,999)
literature-headline: साहित्य शिक्षण क्यों शुरू हुआ xyxy=(1202,1747,1461,1777)
author-byline xyxy=(799,1921,901,1953)
gold-headline: सोना बना निवेशकों और ग्राहकों के लिए चिंता xyxy=(19,1045,441,1134)
education-column-3: महत्व देने से संबंधित यूनेस्को की ग्लोबल एजुकेशन रिपोर्ट (जीईएम) बहुत ही चौंकाने वाली है। दरअसल, इस रिपोर्ट में इस बात का खुलासा हुआ है कि दुनिया के मात्र 60 प्रतिशत देशों के ही स्कूलों में भोजन और पेय पदार्थों संबंधी मानक लागू हैं। आज पूरे विश्व में खाद्य पदार्थ मुद्रास्फीति (जलवायु परिवर्तन, वैश्विक संघर्ष और अस्थिरता के कारण) लगातार बढ़ रही है। ऐसे में पोषणयुक्त भोजन की उपलब्धता शिक्षा के लिए आवश्यक है। रिपोर्ट बताती है कि कुल 187 देशों में से केवल 93 देशों में ही स्कूलों के भोजन और पेय पदार्थों पर कानून, अनिवार्य मानक या मार्गदर्शन है। xyxy=(637,1275,886,1410)
kashmir-column-2: कहा जा रहा है कि अस्पताल में घायलों के प्रति कश्मीरियों का संवेदनापूर्ण रवैया सराहनीय है। लेकिन ऐसे लोगों की भी कमी नहीं है जो आतंकियों को छुपाते हैं। सरकार ने सिंधु जल संधि को रद करने जैसे कुछ कठोर कदम उठाए हैं, किन्तु इसके लिए बहुत बड़े निर्णयों और व्यापक स्तर पर कार्रवाई की आवश्यकता है। संपूर्ण विश्व को विश्वास में लेकर पाकिस्तान को आतंकवादी देश घोषित करना होगा। xyxy=(637,1798,792,1948)
